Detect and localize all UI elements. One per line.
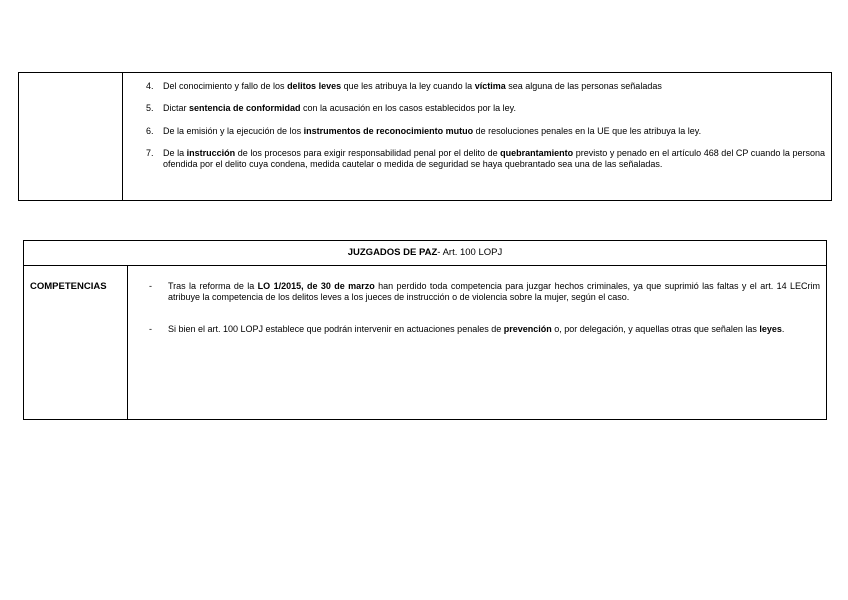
item-number: 4. xyxy=(146,81,154,91)
item-text: Del conocimiento y fallo de los delitos leves que les atribuya la ley cuando la víctima sea alguna de las personas señaladas xyxy=(163,81,662,91)
table-header xyxy=(24,241,826,266)
juzgados-de-paz-table xyxy=(23,240,827,420)
competencias-continued-table xyxy=(18,72,832,201)
item-text: De la instrucción de los procesos para exigir responsabilidad penal por el delito de quebrantamiento previsto y penado en el artículo 468 del CP cuando la persona ofendida por el delito cuya condena, medida cautelar o medida de seguridad se haya quebrantado sea una de las señaladas. xyxy=(163,148,825,169)
bullet-dash: - xyxy=(149,324,152,334)
content-cell xyxy=(128,266,826,419)
header-reference: - Art. 100 LOPJ xyxy=(437,247,503,258)
bullet-text: Tras la reforma de la LO 1/2015, de 30 de marzo han perdido toda competencia para juzgar hechos criminales, ya que suprimió las faltas y el art. 14 LECrim atribuye la competencia de los delitos leves a los jueces de instrucción o de violencia sobre la mujer, según el caso. xyxy=(168,281,821,302)
item-number: 6. xyxy=(146,126,154,136)
competencias-label: COMPETENCIAS xyxy=(30,281,107,292)
bullet-dash: - xyxy=(149,281,152,291)
bullet-text: Si bien el art. 100 LOPJ establece que podrán intervenir en actuaciones penales de prevención o, por delegación, y aquellas otras que señalen las leyes. xyxy=(168,324,785,334)
item-number: 7. xyxy=(146,148,154,158)
content-cell xyxy=(123,73,831,200)
label-cell-empty xyxy=(19,73,123,200)
item-text: Dictar sentencia de conformidad con la acusación en los casos establecidos por la ley. xyxy=(163,103,517,113)
item-number: 5. xyxy=(146,103,154,113)
header-title: JUZGADOS DE PAZ xyxy=(347,247,438,258)
label-cell xyxy=(24,266,128,419)
item-text: De la emisión y la ejecución de los instrumentos de reconocimiento mutuo de resoluciones penales en la UE que les atribuya la ley. xyxy=(163,126,702,136)
